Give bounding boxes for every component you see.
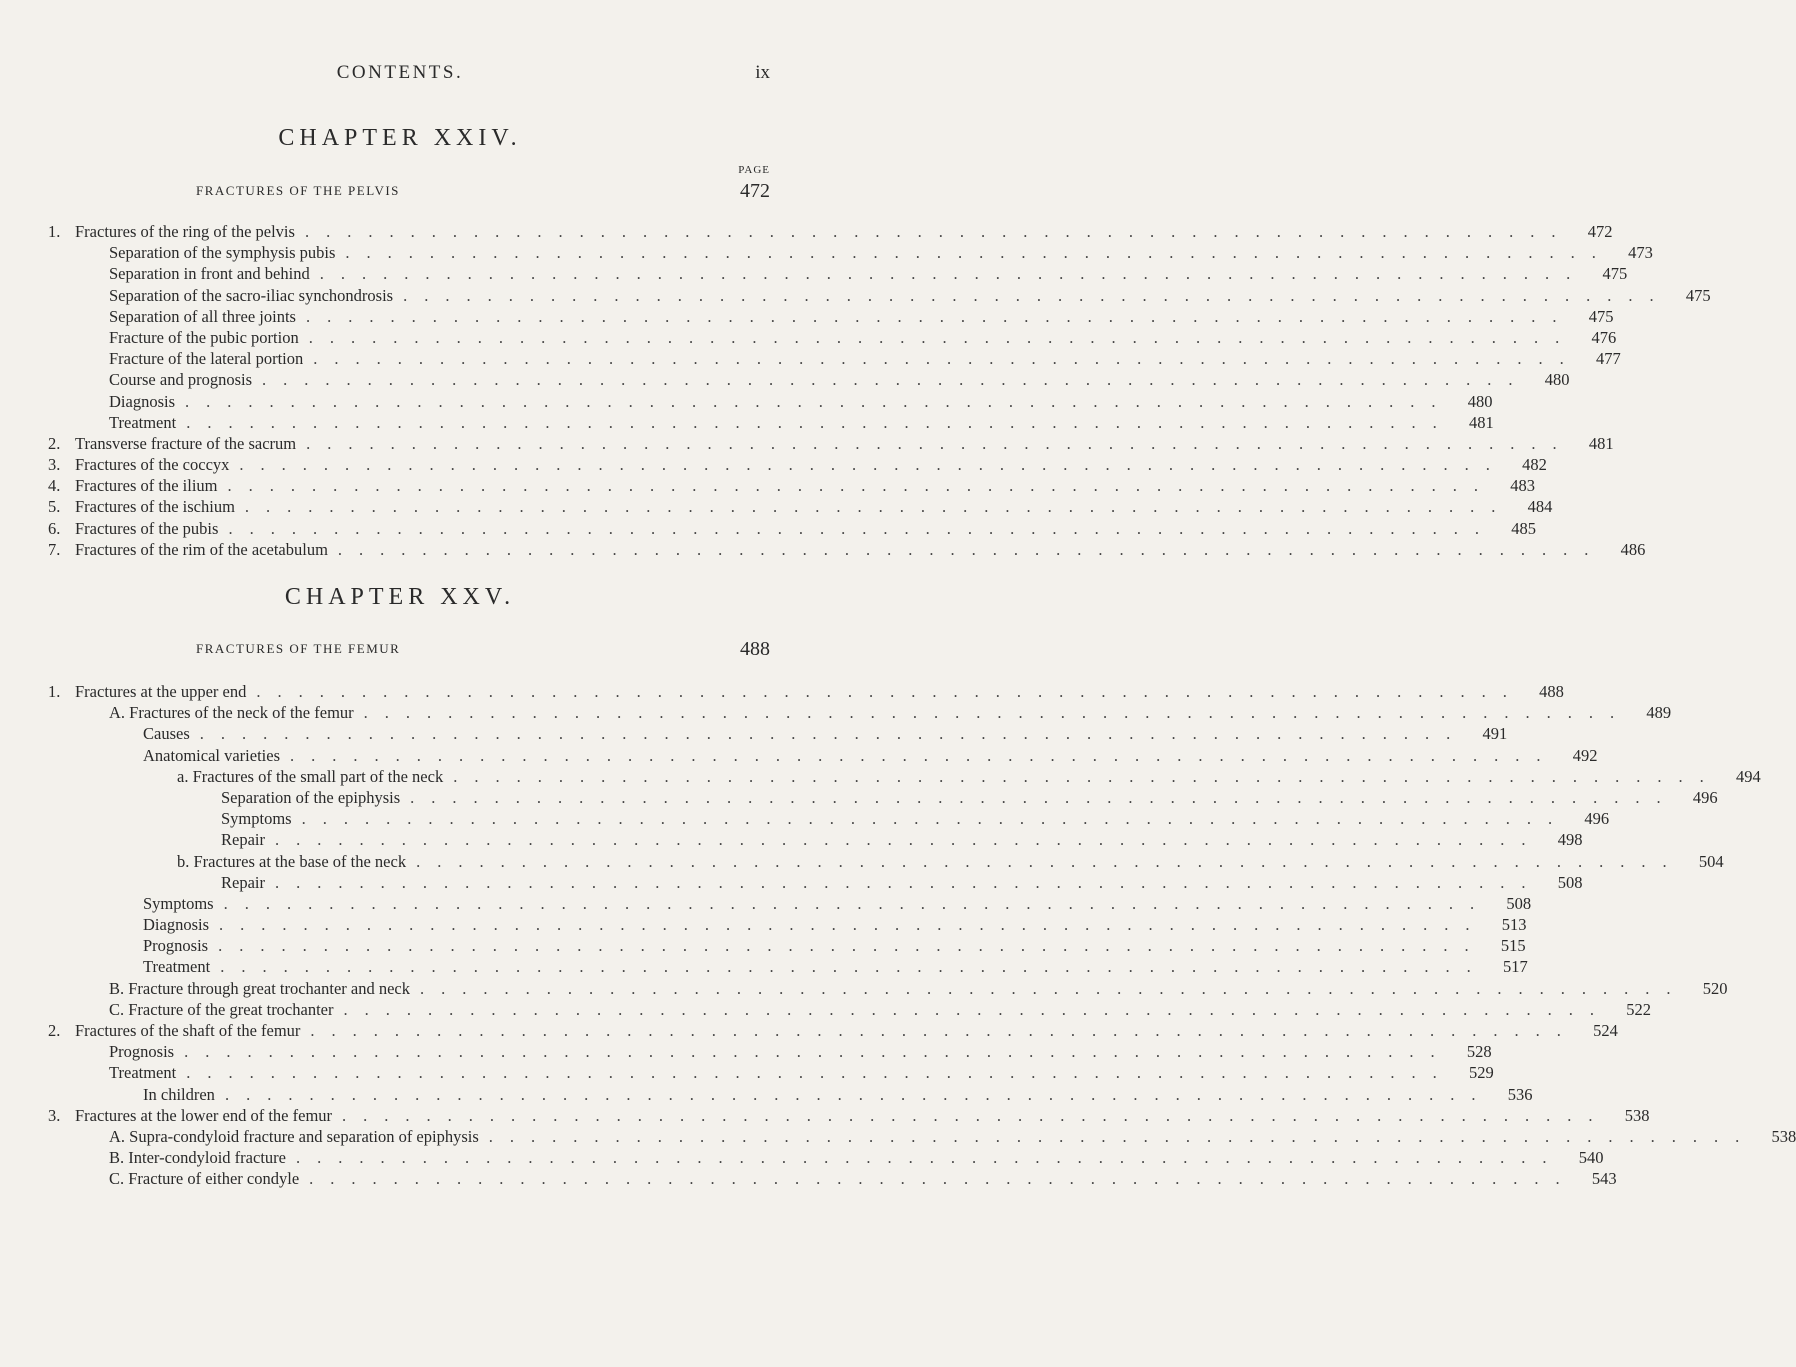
entry-title: Anatomical varieties <box>143 745 280 765</box>
toc-entry <box>0 306 1614 328</box>
entry-title: C. Fracture of the great trochanter <box>109 999 334 1019</box>
entry-page: 477 <box>1596 349 1621 369</box>
entry-title: Fractures of the ischium <box>75 497 235 517</box>
toc-entry <box>0 1126 1796 1148</box>
leader-dots: ............................................................ <box>306 433 1574 453</box>
entry-page: 475 <box>1602 264 1628 284</box>
leader-dots: ............................................................ <box>223 893 1492 913</box>
leader-dots: ............................................................ <box>228 518 1496 538</box>
entry-page: 475 <box>1588 306 1614 326</box>
toc-entry <box>0 1021 1618 1042</box>
entry-page: 489 <box>1646 703 1672 723</box>
entry-page: 513 <box>1501 915 1527 935</box>
entry-number: 6. <box>48 518 61 538</box>
entry-title: Separation of the symphysis pubis <box>109 243 336 263</box>
entry-title: B. Fracture through great trochanter and neck <box>109 978 411 998</box>
entry-number: 2. <box>48 433 61 453</box>
toc-entry <box>0 682 1564 703</box>
entry-title: Repair <box>221 830 265 850</box>
entry-title: Diagnosis <box>109 391 175 411</box>
entry-page: 529 <box>1468 1063 1494 1083</box>
toc-entry <box>0 327 1617 349</box>
entry-title: Diagnosis <box>143 915 209 935</box>
toc-entry <box>0 893 1532 915</box>
entry-page: 522 <box>1626 999 1651 1019</box>
entry-title: Separation of the sacro-iliac synchondrosis <box>109 285 394 305</box>
entry-page: 520 <box>1702 978 1728 998</box>
entry-title: Course and prognosis <box>109 370 252 390</box>
entry-title: In children <box>143 1084 215 1104</box>
entry-title: Fractures at the lower end of the femur <box>75 1105 333 1125</box>
leader-dots: ............................................................ <box>239 455 1507 475</box>
leader-dots: ............................................................ <box>184 1042 1452 1062</box>
leader-dots: ............................................................ <box>224 1084 1493 1104</box>
entry-number: 3. <box>48 1105 61 1125</box>
leader-dots: ............................................................ <box>290 745 1558 765</box>
entry-page: 480 <box>1467 391 1493 411</box>
section-title: FRACTURES OF THE PELVIS <box>196 183 400 198</box>
toc-entry <box>0 285 1711 307</box>
entry-page: 508 <box>1557 872 1583 892</box>
toc-entry <box>0 518 1536 540</box>
entry-title: Separation in front and behind <box>109 264 310 284</box>
entry-number: 2. <box>48 1021 61 1040</box>
entry-page: 494 <box>1735 766 1761 786</box>
entry-page: 481 <box>1468 412 1494 432</box>
entry-number: 5. <box>48 497 61 517</box>
entry-title: Symptoms <box>221 809 292 829</box>
toc-entry <box>0 787 1718 809</box>
toc-entry <box>0 349 1621 370</box>
leader-dots: ............................................................ <box>488 1126 1757 1146</box>
entry-title: a. Fractures of the small part of the neck <box>177 766 444 786</box>
toc-entry <box>0 370 1570 391</box>
entry-page: 488 <box>1539 682 1564 701</box>
entry-page: 504 <box>1698 851 1724 871</box>
entry-page: 485 <box>1511 518 1536 538</box>
entry-page: 491 <box>1482 724 1508 744</box>
chapter-title: CHAPTER XXV. <box>284 584 516 610</box>
entry-page: 496 <box>1692 787 1718 807</box>
toc-entry <box>0 1063 1494 1084</box>
toc-entry <box>0 243 1653 264</box>
toc-entry <box>0 830 1583 851</box>
leader-dots: ............................................................ <box>262 370 1530 390</box>
leader-dots: ............................................................ <box>295 1148 1564 1168</box>
entry-title: Treatment <box>109 412 177 432</box>
toc-entry <box>0 433 1614 455</box>
leader-dots: ............................................................ <box>186 412 1454 432</box>
entry-title: B. Inter-condyloid fracture <box>109 1148 286 1168</box>
leader-dots: ............................................................ <box>337 539 1606 559</box>
entry-title: C. Fracture of either condyle <box>109 1169 300 1189</box>
toc-entry <box>0 476 1536 497</box>
entry-title: Fractures of the ilium <box>75 476 218 496</box>
entry-title: Separation of the epiphysis <box>221 787 401 807</box>
entry-title: Transverse fracture of the sacrum <box>75 433 297 453</box>
leader-dots: ............................................................ <box>420 978 1688 998</box>
entry-page: 536 <box>1507 1084 1533 1104</box>
leader-dots: ............................................................ <box>403 285 1671 305</box>
entry-title: Fracture of the lateral portion <box>109 349 304 369</box>
running-head <box>0 62 800 86</box>
entry-page: 515 <box>1500 936 1526 956</box>
entry-title: Fractures of the ring of the pelvis <box>75 222 295 241</box>
entry-page: 483 <box>1510 476 1536 496</box>
entry-page: 486 <box>1620 539 1646 559</box>
entry-title: Symptoms <box>143 893 214 913</box>
entry-title: b. Fractures at the base of the neck <box>177 851 407 871</box>
toc-entry <box>0 1042 1492 1063</box>
entry-page: 538 <box>1624 1105 1650 1125</box>
entry-number: 1. <box>48 682 61 701</box>
entry-page: 482 <box>1522 455 1547 475</box>
toc-entry <box>0 412 1494 434</box>
toc-entry <box>0 1148 1604 1169</box>
entry-number: 3. <box>48 455 61 475</box>
leader-dots: ............................................................ <box>185 391 1453 411</box>
entry-page: 517 <box>1502 957 1528 977</box>
leader-dots: ............................................................ <box>219 915 1487 935</box>
running-head-title: CONTENTS. <box>336 62 464 83</box>
toc-entry <box>0 724 1508 745</box>
leader-dots: ............................................................ <box>310 1021 1578 1040</box>
entry-number: 1. <box>48 222 61 241</box>
toc-entry <box>0 703 1672 724</box>
entry-page: 540 <box>1578 1148 1604 1168</box>
entry-page: 472 <box>1587 222 1613 241</box>
entry-page: 475 <box>1685 285 1711 305</box>
entry-title: Fractures at the upper end <box>75 682 247 701</box>
leader-dots: ............................................................ <box>274 830 1543 850</box>
toc-entry <box>0 872 1583 894</box>
entry-page: 496 <box>1584 809 1610 829</box>
leader-dots: ............................................................ <box>274 872 1543 892</box>
entry-page: 498 <box>1557 830 1583 850</box>
toc-entry <box>0 1169 1617 1190</box>
toc-entry <box>0 222 1613 243</box>
leader-dots: ............................................................ <box>308 327 1577 347</box>
entry-page: 538 <box>1771 1126 1796 1146</box>
section-page: 472 <box>740 180 770 202</box>
toc-list <box>0 682 1796 1191</box>
toc-entry <box>0 497 1553 518</box>
toc-entry <box>0 999 1651 1021</box>
entry-title: Separation of all three joints <box>109 306 296 326</box>
entry-title: Fractures of the pubis <box>75 518 219 538</box>
entry-page: 480 <box>1544 370 1570 390</box>
entry-page: 528 <box>1466 1042 1492 1062</box>
entry-page: 481 <box>1588 433 1614 453</box>
leader-dots: ............................................................ <box>416 851 1684 871</box>
page-column-label: PAGE <box>738 164 770 176</box>
chapter-title: CHAPTER XXIV. <box>278 125 522 151</box>
entry-title: Fracture of the pubic portion <box>109 327 299 347</box>
entry-title: Treatment <box>109 1063 177 1083</box>
leader-dots: ............................................................ <box>256 682 1524 701</box>
entry-title: Fractures of the shaft of the femur <box>75 1021 301 1040</box>
toc-entry <box>0 851 1724 873</box>
entry-page: 476 <box>1591 327 1617 347</box>
toc-entry <box>0 957 1528 978</box>
leader-dots: ............................................................ <box>309 1169 1577 1189</box>
entry-title: Repair <box>221 872 265 892</box>
entry-title: Causes <box>143 724 190 744</box>
toc-entry <box>0 391 1493 413</box>
entry-title: Prognosis <box>109 1042 175 1062</box>
leader-dots: ............................................................ <box>313 349 1581 369</box>
leader-dots: ............................................................ <box>345 243 1613 263</box>
entry-title: Treatment <box>143 957 211 977</box>
entry-page: 484 <box>1527 497 1553 517</box>
toc-entry <box>0 264 1628 285</box>
entry-title: A. Supra-condyloid fracture and separation of epiphysis <box>109 1126 479 1146</box>
leader-dots: ............................................................ <box>227 476 1496 496</box>
leader-dots: ............................................................ <box>301 809 1570 829</box>
leader-dots: ............................................................ <box>342 1105 1610 1125</box>
leader-dots: ............................................................ <box>220 957 1488 977</box>
toc-entry <box>0 1105 1650 1127</box>
leader-dots: ............................................................ <box>319 264 1588 284</box>
entry-number: 4. <box>48 476 61 496</box>
entry-page: 508 <box>1506 893 1532 913</box>
section-title: FRACTURES OF THE FEMUR <box>196 641 401 656</box>
toc-entry <box>0 766 1761 788</box>
leader-dots: ............................................................ <box>363 703 1632 723</box>
toc-entry <box>0 936 1526 957</box>
leader-dots: ............................................................ <box>305 306 1574 326</box>
leader-dots: ............................................................ <box>343 999 1611 1019</box>
entry-page: 492 <box>1572 745 1598 765</box>
entry-title: A. Fractures of the neck of the femur <box>109 703 354 723</box>
entry-title: Fractures of the coccyx <box>75 455 230 475</box>
leader-dots: ............................................................ <box>453 766 1721 786</box>
running-head-page-number: ix <box>755 62 770 83</box>
toc-entry <box>0 978 1728 1000</box>
section-page: 488 <box>740 638 770 660</box>
leader-dots: ............................................................ <box>244 497 1513 517</box>
entry-title: Fractures of the rim of the acetabulum <box>75 539 328 559</box>
toc-entry <box>0 455 1547 476</box>
entry-page: 473 <box>1628 243 1653 263</box>
entry-number: 7. <box>48 539 61 559</box>
leader-dots: ............................................................ <box>218 936 1486 956</box>
leader-dots: ............................................................ <box>410 787 1678 807</box>
toc-entry <box>0 915 1527 936</box>
leader-dots: ............................................................ <box>304 222 1573 241</box>
leader-dots: ............................................................ <box>186 1063 1454 1083</box>
entry-page: 543 <box>1591 1169 1617 1189</box>
leader-dots: ............................................................ <box>199 724 1468 744</box>
entry-title: Prognosis <box>143 936 209 956</box>
toc-entry <box>0 1084 1533 1106</box>
toc-list <box>0 222 1711 561</box>
toc-entry <box>0 745 1598 767</box>
entry-page: 524 <box>1593 1021 1618 1040</box>
toc-entry <box>0 809 1610 830</box>
toc-entry <box>0 539 1646 561</box>
